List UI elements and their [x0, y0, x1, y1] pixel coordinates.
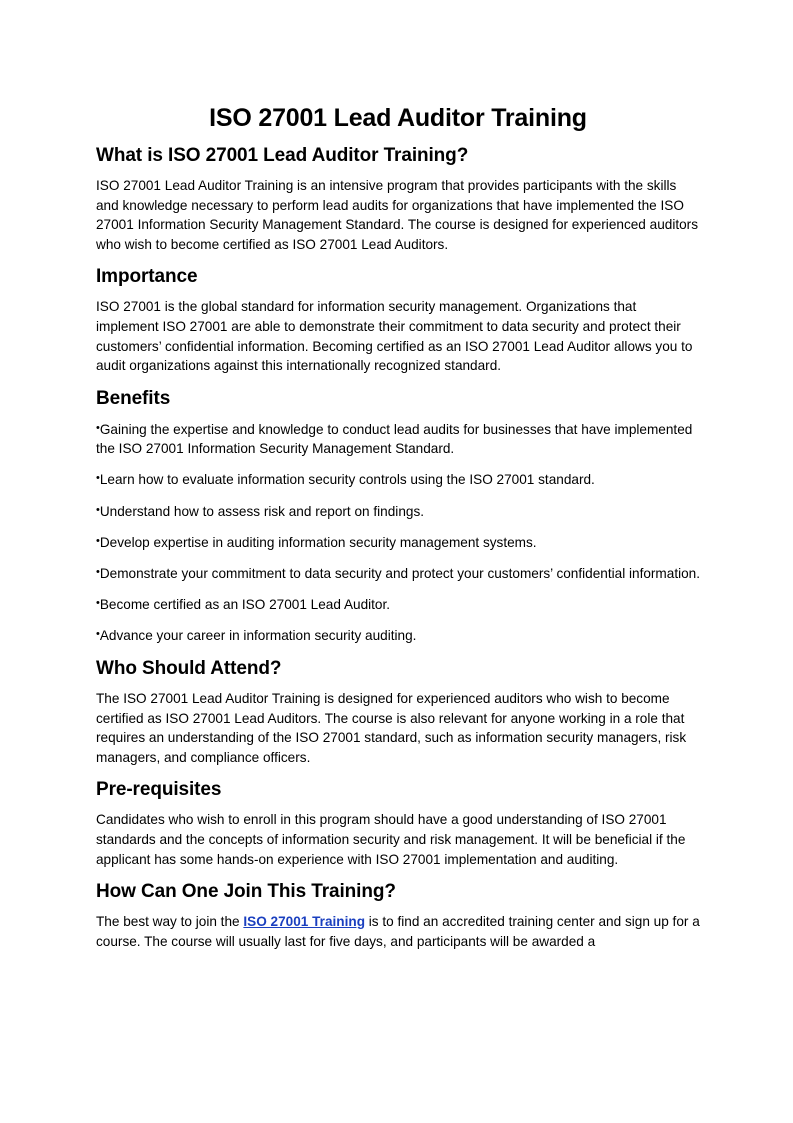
heading-prereq: Pre-requisites: [96, 779, 222, 801]
benefit-item: [96, 594, 700, 615]
heading-benefits: Benefits: [96, 387, 171, 409]
heading-importance: Importance: [96, 266, 198, 288]
bullet-icon: •: [96, 472, 100, 485]
bullet-icon: •: [96, 596, 100, 609]
bullet-icon: •: [96, 534, 100, 547]
heading-who: Who Should Attend?: [96, 658, 282, 679]
paragraph-join: [96, 912, 700, 951]
paragraph-who: The ISO 27001 Lead Auditor Training is designed for experienced auditors who wish to become certified as ISO 27001 Lead Auditors. The course is also relevant for anyone working in a role that requires an understanding of the ISO 27001 standard, such as information security managers, risk managers, and compliance officers.: [96, 691, 687, 765]
benefit-item: [96, 469, 700, 490]
bullet-icon: •: [96, 565, 100, 578]
benefit-text: Understand how to assess risk and report on findings.: [99, 503, 425, 519]
heading-what: What is ISO 27001 Lead Auditor Training?: [96, 145, 469, 166]
join-text-after: is to find an accredited training center and sign up for a course. The course will usually last for five days, and participants will be awarded a: [96, 914, 700, 949]
document-page: [96, 102, 700, 961]
benefit-text: Demonstrate your commitment to data security and protect your customers’ confidential information.: [99, 565, 701, 581]
section-join: [96, 879, 700, 951]
benefit-item: [96, 501, 700, 522]
paragraph-importance: ISO 27001 is the global standard for information security management. Organizations that implement ISO 27001 are able to demonstrate their commitment to data security and protect their customers’ confidential information. Becoming certified as an ISO 27001 Lead Auditor allows you to audit organizations against this internationally recognized standard.: [96, 299, 693, 374]
bullet-icon: •: [96, 627, 100, 640]
bullet-icon: •: [96, 421, 100, 434]
bullet-icon: •: [96, 503, 100, 516]
iso-training-link[interactable]: ISO 27001 Training: [243, 914, 365, 930]
section-benefits: [96, 386, 700, 646]
benefit-text: Develop expertise in auditing information security management systems.: [99, 534, 537, 550]
section-prereq: [96, 777, 700, 869]
benefit-text: Become certified as an ISO 27001 Lead Auditor.: [99, 596, 391, 612]
document-title: ISO 27001 Lead Auditor Training: [209, 104, 587, 132]
benefit-text: Learn how to evaluate information security controls using the ISO 27001 standard.: [99, 472, 595, 488]
benefit-item: [96, 563, 700, 584]
benefit-item: [96, 625, 700, 646]
join-text-before: The best way to join the: [96, 914, 244, 930]
benefit-item: [96, 532, 700, 553]
section-importance: [96, 264, 700, 375]
benefit-text: Gaining the expertise and knowledge to conduct lead audits for businesses that have implemented the ISO 27001 Information Security Management Standard.: [96, 421, 693, 457]
paragraph-what: ISO 27001 Lead Auditor Training is an intensive program that provides participants with the skills and knowledge necessary to perform lead audits for organizations that have implemented the ISO 27001 Information Security Management Standard. The course is designed for experienced auditors who wish to become certified as ISO 27001 Lead Auditors.: [96, 178, 699, 252]
benefit-item: [96, 419, 700, 459]
heading-join: How Can One Join This Training?: [96, 881, 396, 903]
paragraph-prereq: Candidates who wish to enroll in this program should have a good understanding of ISO 27001 standards and the concepts of information security and risk management. It will be beneficial if the applicant has some hands-on experience with ISO 27001 implementation and auditing.: [96, 812, 686, 867]
section-what: [96, 143, 700, 254]
section-who: [96, 656, 700, 767]
benefit-text: Advance your career in information security auditing.: [99, 627, 417, 643]
